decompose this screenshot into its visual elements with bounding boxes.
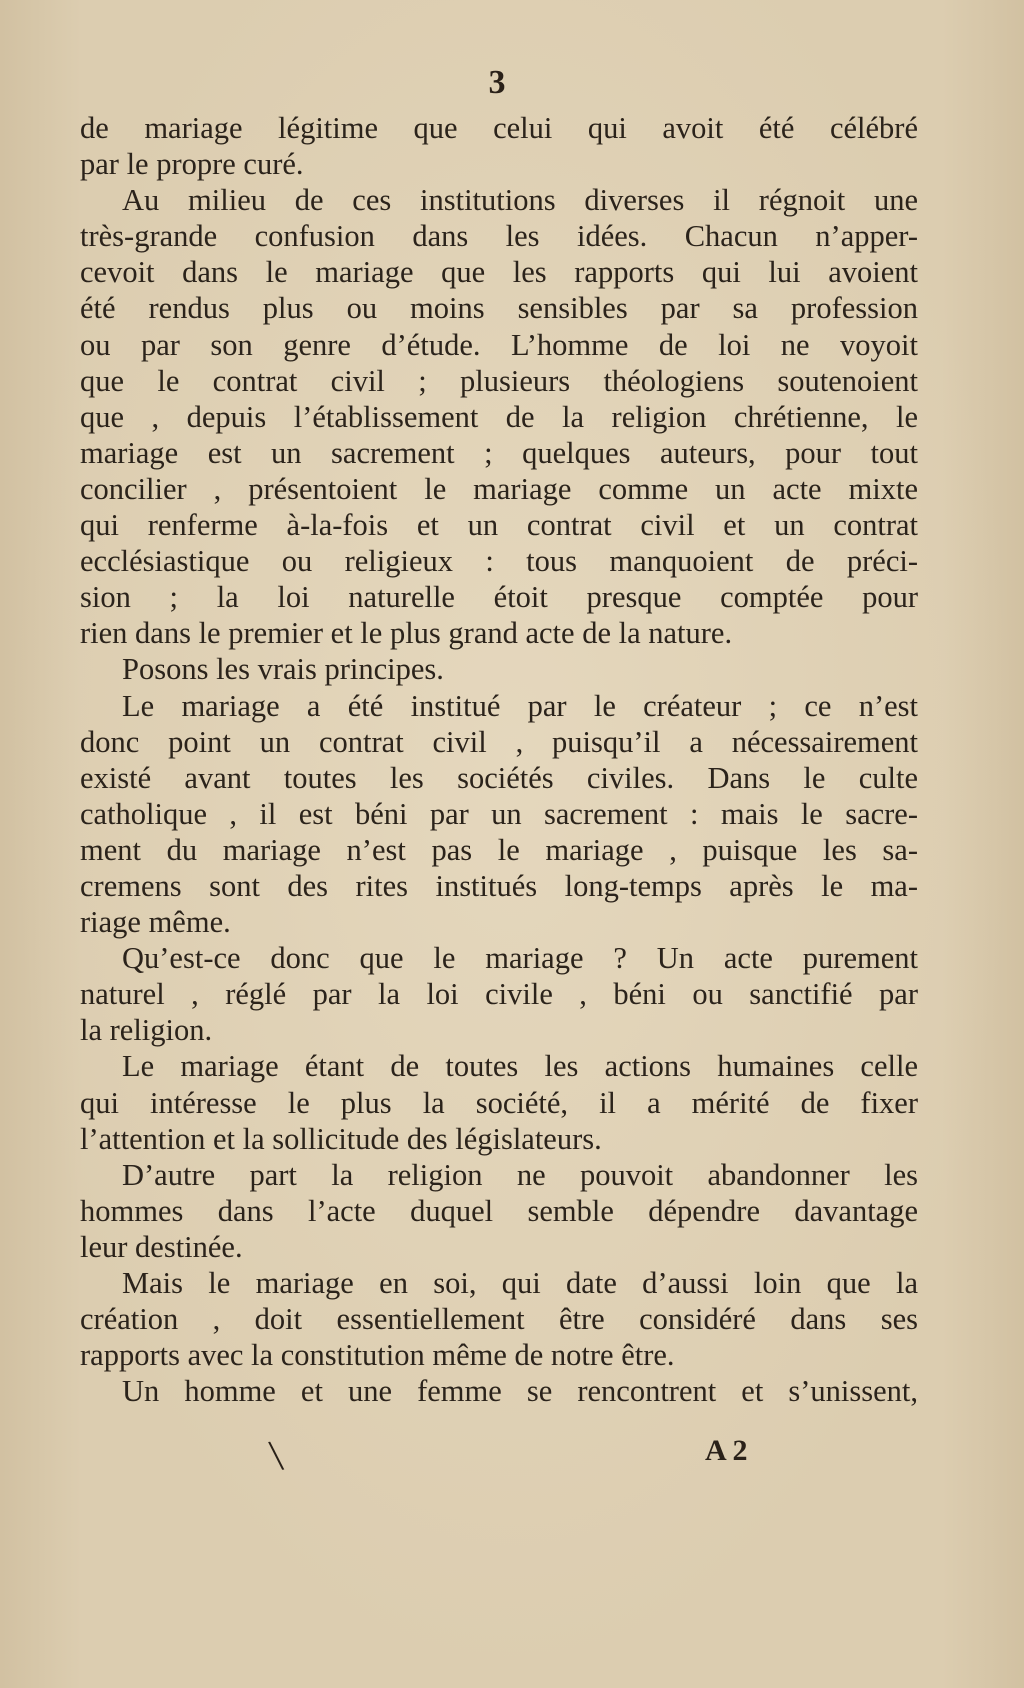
text-line: Mais le mariage en soi, qui date d’aussi loin que la (122, 1266, 918, 1300)
signature-mark: A 2 (705, 1434, 748, 1467)
text-line: donc point un contrat civil , puisqu’il a nécessairement (80, 724, 918, 759)
text-line: création , doit essentiellement être considéré dans ses (80, 1302, 918, 1337)
text-line: Un homme et une femme se rencontrent et s’unissent, (122, 1374, 918, 1409)
text-line: la religion. (80, 1013, 213, 1048)
text-line: qui intéresse le plus la société, il a mérité de fixer (80, 1085, 918, 1120)
text-line: ment du mariage n’est pas le mariage , puisque les sa- (80, 832, 918, 867)
page-number: 3 (488, 64, 506, 101)
text-line: catholique , il est béni par un sacrement : mais le sacre- (80, 796, 918, 831)
ink-mark: \ (266, 1430, 286, 1481)
text-line: l’attention et la sollicitude des législateurs. (80, 1121, 602, 1156)
text-line: qui renferme à-la-fois et un contrat civil et un contrat (80, 508, 918, 543)
text-line: par le propre curé. (80, 147, 304, 182)
text-line: Le mariage a été institué par le créateur ; ce n’est (122, 688, 918, 723)
text-line: rapports avec la constitution même de notre être. (80, 1338, 675, 1373)
text-line: été rendus plus ou moins sensibles par sa profession (80, 291, 918, 326)
text-line: hommes dans l’acte duquel semble dépendre davantage (80, 1193, 918, 1228)
text-line: Le mariage étant de toutes les actions humaines celle (122, 1049, 918, 1084)
text-line: riage même. (80, 905, 231, 940)
text-line: que , depuis l’établissement de la religion chrétienne, le (80, 399, 918, 434)
text-line: ou par son genre d’étude. L’homme de loi ne voyoit (80, 327, 918, 362)
text-line: concilier , présentoient le mariage comme un acte mixte (80, 471, 918, 506)
text-line: cremens sont des rites institués long-temps après le ma- (80, 868, 918, 903)
text-line: rien dans le premier et le plus grand acte de la nature. (80, 616, 733, 651)
text-line: naturel , réglé par la loi civile , béni ou sanctifié par (80, 977, 918, 1012)
text-line: très-grande confusion dans les idées. Chacun n’apper- (80, 219, 918, 254)
text-line: sion ; la loi naturelle étoit presque comptée pour (80, 580, 918, 615)
text-line: de mariage légitime que celui qui avoit été célébré (80, 111, 918, 145)
text-line: Posons les vrais principes. (122, 652, 444, 687)
text-line: Qu’est-ce donc que le mariage ? Un acte purement (122, 941, 918, 976)
text-line: cevoit dans le mariage que les rapports qui lui avoient (80, 255, 918, 290)
body-text (80, 110, 918, 1409)
text-line: Au milieu de ces institutions diverses il régnoit une (122, 183, 918, 218)
text-line: ecclésiastique ou religieux : tous manquoient de préci- (80, 544, 918, 579)
text-line: leur destinée. (80, 1229, 243, 1264)
text-line: D’autre part la religion ne pouvoit abandonner les (122, 1157, 918, 1192)
text-line: que le contrat civil ; plusieurs théologiens soutenoient (80, 363, 918, 398)
text-line: mariage est un sacrement ; quelques auteurs, pour tout (80, 435, 918, 470)
text-line: existé avant toutes les sociétés civiles. Dans le culte (80, 760, 918, 795)
